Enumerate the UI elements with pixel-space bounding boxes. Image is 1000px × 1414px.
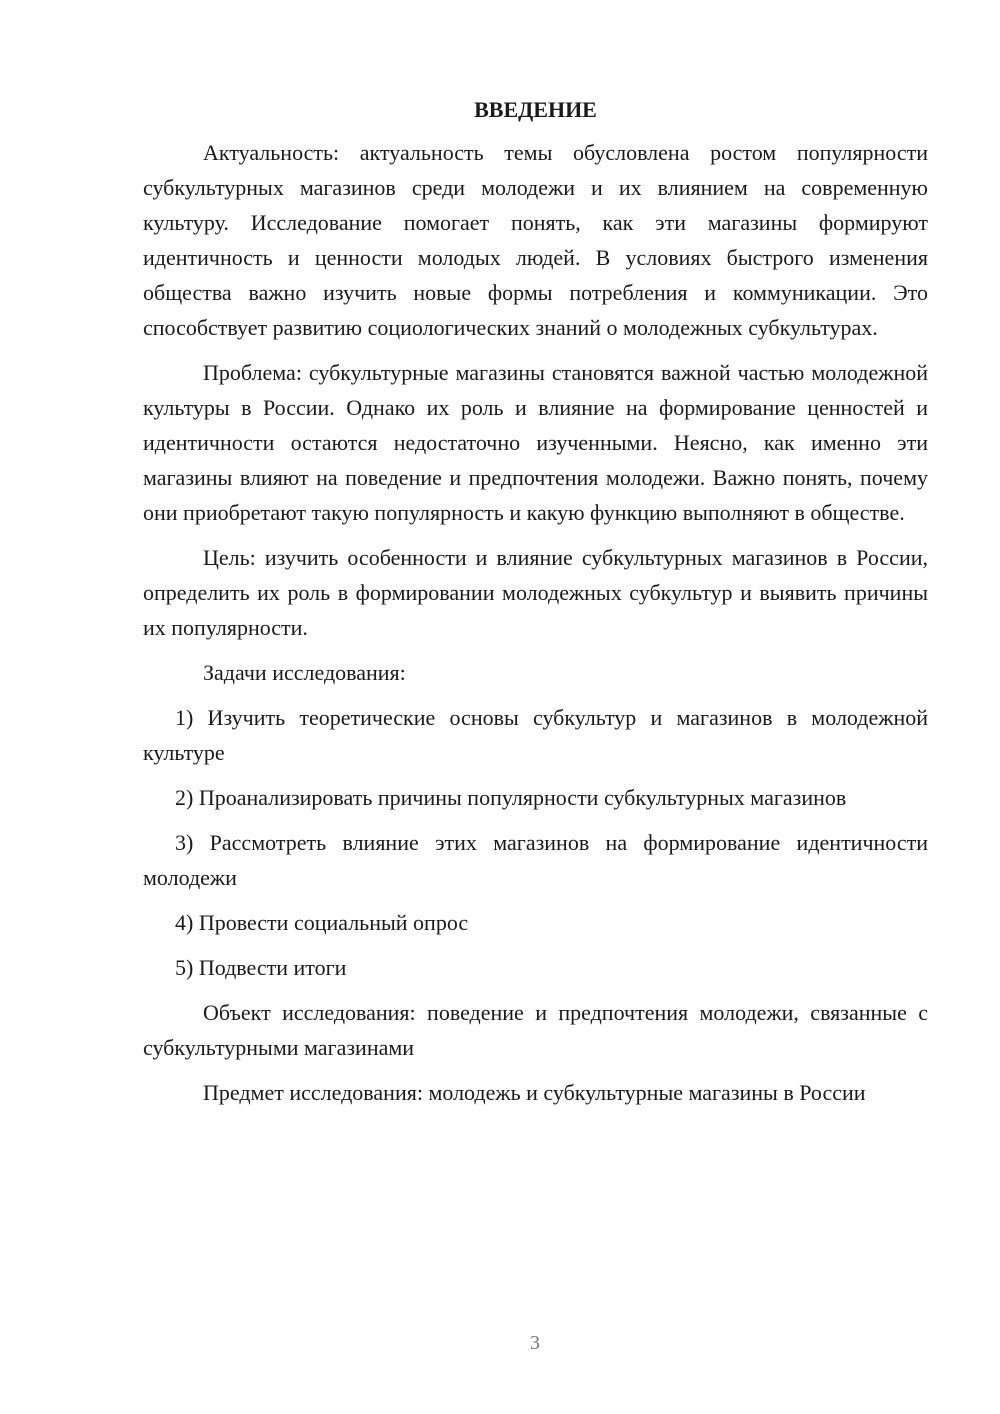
paragraph-object: Объект исследования: поведение и предпочтения молодежи, связанные с субкультурными магазинами — [143, 1000, 928, 1060]
paragraph-goal: Цель: изучить особенности и влияние субкультурных магазинов в России, определить их роль в формировании молодежных субкультур и выявить причины их популярности. — [143, 545, 928, 640]
task-item-2: 2) Проанализировать причины популярности субкультурных магазинов — [175, 785, 847, 810]
task-item-4: 4) Провести социальный опрос — [175, 910, 469, 935]
document-page — [143, 92, 928, 1120]
paragraph-actuality: Актуальность: актуальность темы обусловлена ростом популярности субкультурных магазинов среди молодежи и их влиянием на современную культуру. Исследование помогает понять, как эти магазины формируют идентичность и ценности молодых людей. В условиях быстрого изменения общества важно изучить новые формы потребления и коммуникации. Это способствует развитию социологических знаний о молодежных субкультурах. — [143, 140, 928, 340]
paragraph-subject: Предмет исследования: молодежь и субкультурные магазины в России — [203, 1080, 866, 1105]
document-title: ВВЕДЕНИЕ — [474, 97, 597, 122]
task-item-1: 1) Изучить теоретические основы субкультур и магазинов в молодежной культуре — [143, 705, 928, 765]
tasks-label: Задачи исследования: — [203, 660, 406, 685]
task-item-3: 3) Рассмотреть влияние этих магазинов на формирование идентичности молодежи — [143, 830, 928, 890]
page-number: 3 — [530, 1332, 540, 1354]
task-item-5: 5) Подвести итоги — [175, 955, 347, 980]
paragraph-problem: Проблема: субкультурные магазины становятся важной частью молодежной культуры в России. Однако их роль и влияние на формирование ценностей и идентичности остаются недостаточно изученными. Неясно, как именно эти магазины влияют на поведение и предпочтения молодежи. Важно понять, почему они приобретают такую популярность и какую функцию выполняют в обществе. — [143, 360, 928, 525]
